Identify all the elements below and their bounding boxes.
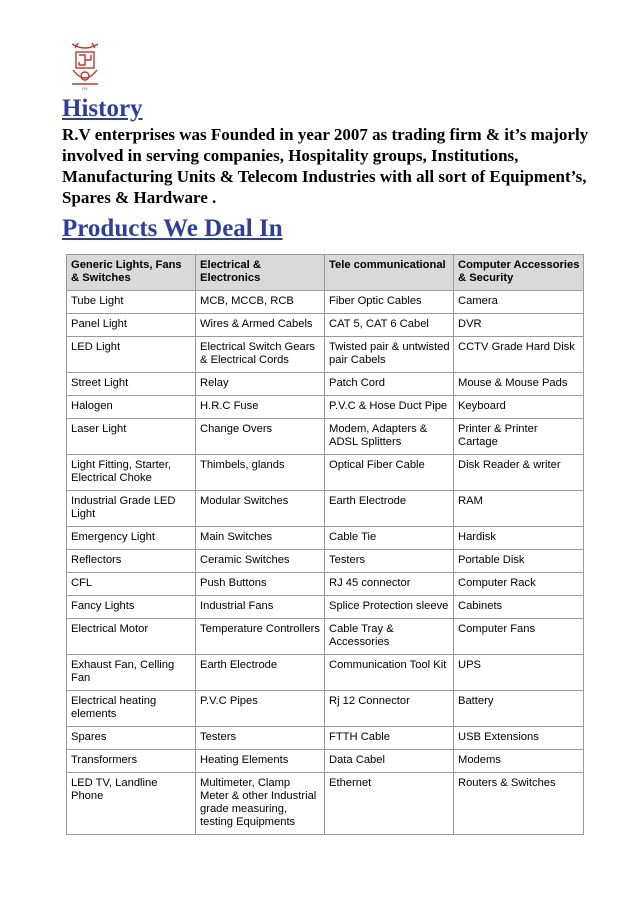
table-cell: Laser Light <box>67 419 196 455</box>
table-cell: RJ 45 connector <box>325 573 454 596</box>
table-cell: Testers <box>325 550 454 573</box>
table-cell: Computer Fans <box>454 619 584 655</box>
table-cell: Wires & Armed Cabels <box>196 314 325 337</box>
table-cell: Cabinets <box>454 596 584 619</box>
table-cell: Reflectors <box>67 550 196 573</box>
table-cell: Routers & Switches <box>454 773 584 835</box>
table-row <box>67 550 584 573</box>
products-heading: Products We Deal In <box>62 215 283 242</box>
table-cell: Emergency Light <box>67 527 196 550</box>
table-row <box>67 750 584 773</box>
table-cell: Light Fitting, Starter, Electrical Choke <box>67 455 196 491</box>
history-heading: History <box>62 95 143 122</box>
table-row <box>67 773 584 835</box>
table-cell: Spares <box>67 727 196 750</box>
table-cell: Keyboard <box>454 396 584 419</box>
table-cell: RAM <box>454 491 584 527</box>
table-cell: Disk Reader & writer <box>454 455 584 491</box>
column-header: Tele communicational <box>325 255 454 291</box>
table-cell: Cable Tie <box>325 527 454 550</box>
table-body <box>67 291 584 835</box>
table-row <box>67 573 584 596</box>
table-cell: Communication Tool Kit <box>325 655 454 691</box>
table-cell: Twisted pair & untwisted pair Cabels <box>325 337 454 373</box>
table-cell: Cable Tray & Accessories <box>325 619 454 655</box>
table-cell: Exhaust Fan, Celling Fan <box>67 655 196 691</box>
column-header: Electrical & Electronics <box>196 255 325 291</box>
products-table <box>66 254 584 835</box>
table-cell: Camera <box>454 291 584 314</box>
history-paragraph: R.V enterprises was Founded in year 2007 as trading firm & it’s majorly involved in serving companies, Hospitality groups, Institutions, Manufacturing Units & Telecom Industries with all sort of Equipment’s, Spares & Hardware . <box>62 125 589 207</box>
table-cell: Data Cabel <box>325 750 454 773</box>
table-cell: Portable Disk <box>454 550 584 573</box>
column-header: Generic Lights, Fans & Switches <box>67 255 196 291</box>
table-cell: Printer & Printer Cartage <box>454 419 584 455</box>
table-row <box>67 373 584 396</box>
table-cell: Tube Light <box>67 291 196 314</box>
table-row <box>67 527 584 550</box>
table-cell: Patch Cord <box>325 373 454 396</box>
table-row <box>67 596 584 619</box>
table-cell: Heating Elements <box>196 750 325 773</box>
table-cell: Panel Light <box>67 314 196 337</box>
svg-text:RV: RV <box>82 86 88 91</box>
table-cell: Mouse & Mouse Pads <box>454 373 584 396</box>
table-cell: Multimeter, Clamp Meter & other Industrial grade measuring, testing Equipments <box>196 773 325 835</box>
table-row <box>67 619 584 655</box>
table-row <box>67 291 584 314</box>
table-cell: Electrical Switch Gears & Electrical Cords <box>196 337 325 373</box>
table-cell: Industrial Grade LED Light <box>67 491 196 527</box>
table-cell: Earth Electrode <box>325 491 454 527</box>
table-row <box>67 419 584 455</box>
table-cell: Modems <box>454 750 584 773</box>
table-cell: CFL <box>67 573 196 596</box>
table-row <box>67 337 584 373</box>
table-cell: Relay <box>196 373 325 396</box>
table-cell: Rj 12 Connector <box>325 691 454 727</box>
table-cell: LED TV, Landline Phone <box>67 773 196 835</box>
table-row <box>67 655 584 691</box>
column-header: Computer Accessories & Security <box>454 255 584 291</box>
emblem-icon <box>66 40 104 92</box>
table-row <box>67 396 584 419</box>
table-row <box>67 727 584 750</box>
company-logo <box>66 40 104 92</box>
table-cell: FTTH Cable <box>325 727 454 750</box>
table-cell: DVR <box>454 314 584 337</box>
table-cell: Optical Fiber Cable <box>325 455 454 491</box>
table-cell: Temperature Controllers <box>196 619 325 655</box>
table-cell: Ceramic Switches <box>196 550 325 573</box>
table-cell: P.V.C Pipes <box>196 691 325 727</box>
table-cell: CCTV Grade Hard Disk <box>454 337 584 373</box>
table-row <box>67 691 584 727</box>
table-cell: Hardisk <box>454 527 584 550</box>
table-cell: Computer Rack <box>454 573 584 596</box>
table-cell: Electrical heating elements <box>67 691 196 727</box>
table-cell: Transformers <box>67 750 196 773</box>
table-cell: Push Buttons <box>196 573 325 596</box>
table-cell: Testers <box>196 727 325 750</box>
table-cell: Industrial Fans <box>196 596 325 619</box>
table-cell: Earth Electrode <box>196 655 325 691</box>
table-cell: Battery <box>454 691 584 727</box>
table-cell: Fancy Lights <box>67 596 196 619</box>
table-cell: Thimbels, glands <box>196 455 325 491</box>
table-cell: Modular Switches <box>196 491 325 527</box>
table-row <box>67 314 584 337</box>
table-row <box>67 491 584 527</box>
table-cell: USB Extensions <box>454 727 584 750</box>
table-cell: Street Light <box>67 373 196 396</box>
table-cell: Electrical Motor <box>67 619 196 655</box>
table-cell: MCB, MCCB, RCB <box>196 291 325 314</box>
table-cell: Main Switches <box>196 527 325 550</box>
table-cell: H.R.C Fuse <box>196 396 325 419</box>
table-cell: Fiber Optic Cables <box>325 291 454 314</box>
table-cell: Change Overs <box>196 419 325 455</box>
table-cell: UPS <box>454 655 584 691</box>
table-cell: P.V.C & Hose Duct Pipe <box>325 396 454 419</box>
table-cell: Halogen <box>67 396 196 419</box>
table-row <box>67 455 584 491</box>
table-cell: Splice Protection sleeve <box>325 596 454 619</box>
table-cell: LED Light <box>67 337 196 373</box>
table-cell: CAT 5, CAT 6 Cabel <box>325 314 454 337</box>
table-header-row <box>67 255 584 291</box>
table-cell: Modem, Adapters & ADSL Splitters <box>325 419 454 455</box>
table-cell: Ethernet <box>325 773 454 835</box>
